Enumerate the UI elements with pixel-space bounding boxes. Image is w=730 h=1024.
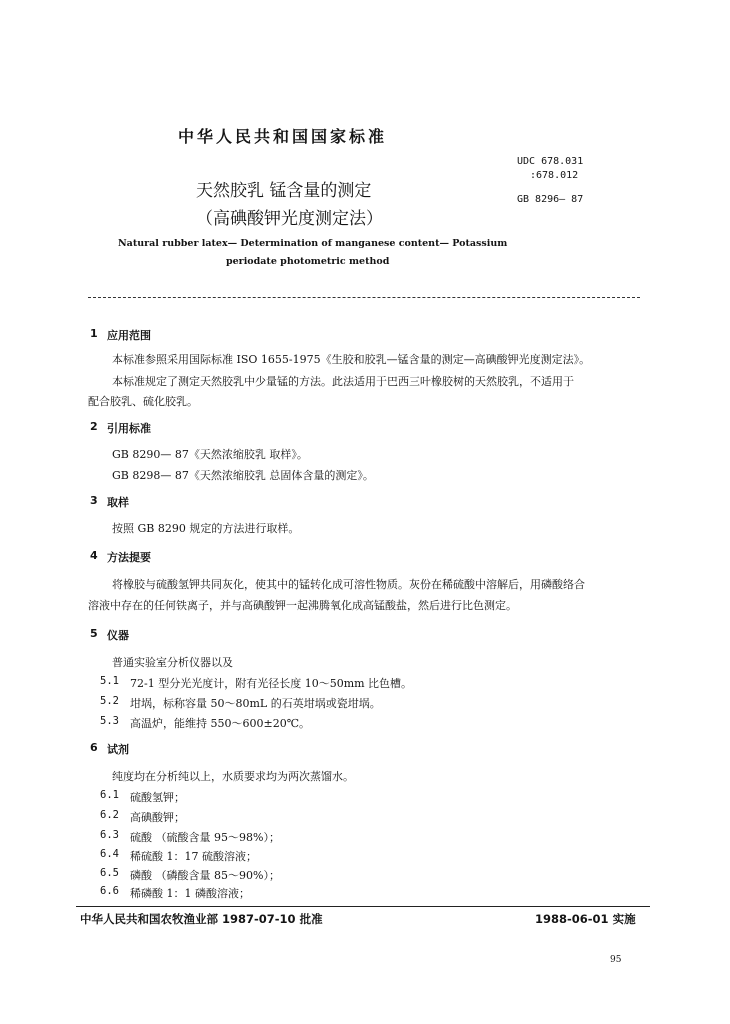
section-title: 方法提要 [107,551,151,564]
paragraph-continued: 溶液中存在的任何铁离子，并与高碘酸钾一起沸腾氧化成高锰酸盐，然后进行比色测定。 [88,599,517,612]
section-number: 3 [90,494,98,507]
item-number: 6.5 [100,867,119,879]
section-intro: 纯度均在分析纯以上，水质要求均为两次蒸馏水。 [112,770,354,783]
item-number: 6.1 [100,789,119,801]
standard-number: GB 8296— 87 [517,194,584,205]
section-number: 4 [90,549,98,562]
reference-item: GB 8298— 87《天然浓缩胶乳 总固体含量的测定》。 [112,469,374,482]
issuing-authority: 中华人民共和国国家标准 [178,127,388,146]
item-text: 72-1 型分光光度计，附有光径长度 10～50mm 比色槽。 [130,677,413,690]
item-text: 硫酸 （硫酸含量 95～98%）； [130,831,280,844]
section-title: 应用范围 [107,329,151,342]
section-number: 6 [90,741,98,754]
item-text: 高温炉，能维持 550～600±20℃。 [130,717,311,730]
item-text: 磷酸 （磷酸含量 85～90%）； [130,869,280,882]
item-number: 6.3 [100,829,119,841]
paragraph: 本标准参照采用国际标准 ISO 1655-1975《生胶和胶乳—锰含量的测定—高碘酸钾光度测定法》。 [112,353,591,366]
item-number: 5.3 [100,715,119,727]
english-title-line1: Natural rubber latex— Determination of manganese content— Potassium [118,238,508,249]
document-subtitle: （高碘酸钾光度测定法） [196,209,383,229]
item-number: 5.2 [100,695,119,707]
approval-line: 中华人民共和国农牧渔业部 1987-07-10 批准 [80,912,323,926]
section-title: 引用标准 [107,422,151,435]
header-divider [88,297,640,298]
udc-code-line2: :678.012 [530,170,579,181]
item-number: 6.4 [100,848,119,860]
document-title: 天然胶乳 锰含量的测定 [196,181,372,201]
paragraph-continued: 配合胶乳、硫化胶乳。 [88,395,198,408]
paragraph: 本标准规定了测定天然胶乳中少量锰的方法。此法适用于巴西三叶橡胶树的天然胶乳，不适用于 [112,375,574,388]
page-number: 95 [610,955,622,965]
item-text: 硫酸氢钾； [130,791,185,804]
paragraph: 将橡胶与硫酸氢钾共同灰化，使其中的锰转化成可溶性物质。灰份在稀硫酸中溶解后，用磷酸络合 [112,578,585,591]
item-number: 6.6 [100,885,119,897]
item-number: 6.2 [100,809,119,821]
item-text: 稀磷酸 1：1 磷酸溶液； [130,887,250,900]
section-number: 1 [90,327,98,340]
section-intro: 普通实验室分析仪器以及 [112,656,233,669]
item-number: 5.1 [100,675,119,687]
footer-divider [76,906,650,907]
english-title-line2: periodate photometric method [226,256,390,267]
section-title: 试剂 [107,743,129,756]
effective-date: 1988-06-01 实施 [535,912,636,926]
section-number: 5 [90,627,98,640]
udc-code-line1: UDC 678.031 [517,156,584,167]
reference-item: GB 8290— 87《天然浓缩胶乳 取样》。 [112,448,308,461]
section-title: 取样 [107,496,129,509]
paragraph: 按照 GB 8290 规定的方法进行取样。 [112,522,300,535]
section-number: 2 [90,420,98,433]
item-text: 坩埚，标称容量 50～80mL 的石英坩埚或瓷坩埚。 [130,697,381,710]
section-title: 仪器 [107,629,129,642]
item-text: 稀硫酸 1：17 硫酸溶液； [130,850,257,863]
item-text: 高碘酸钾； [130,811,185,824]
